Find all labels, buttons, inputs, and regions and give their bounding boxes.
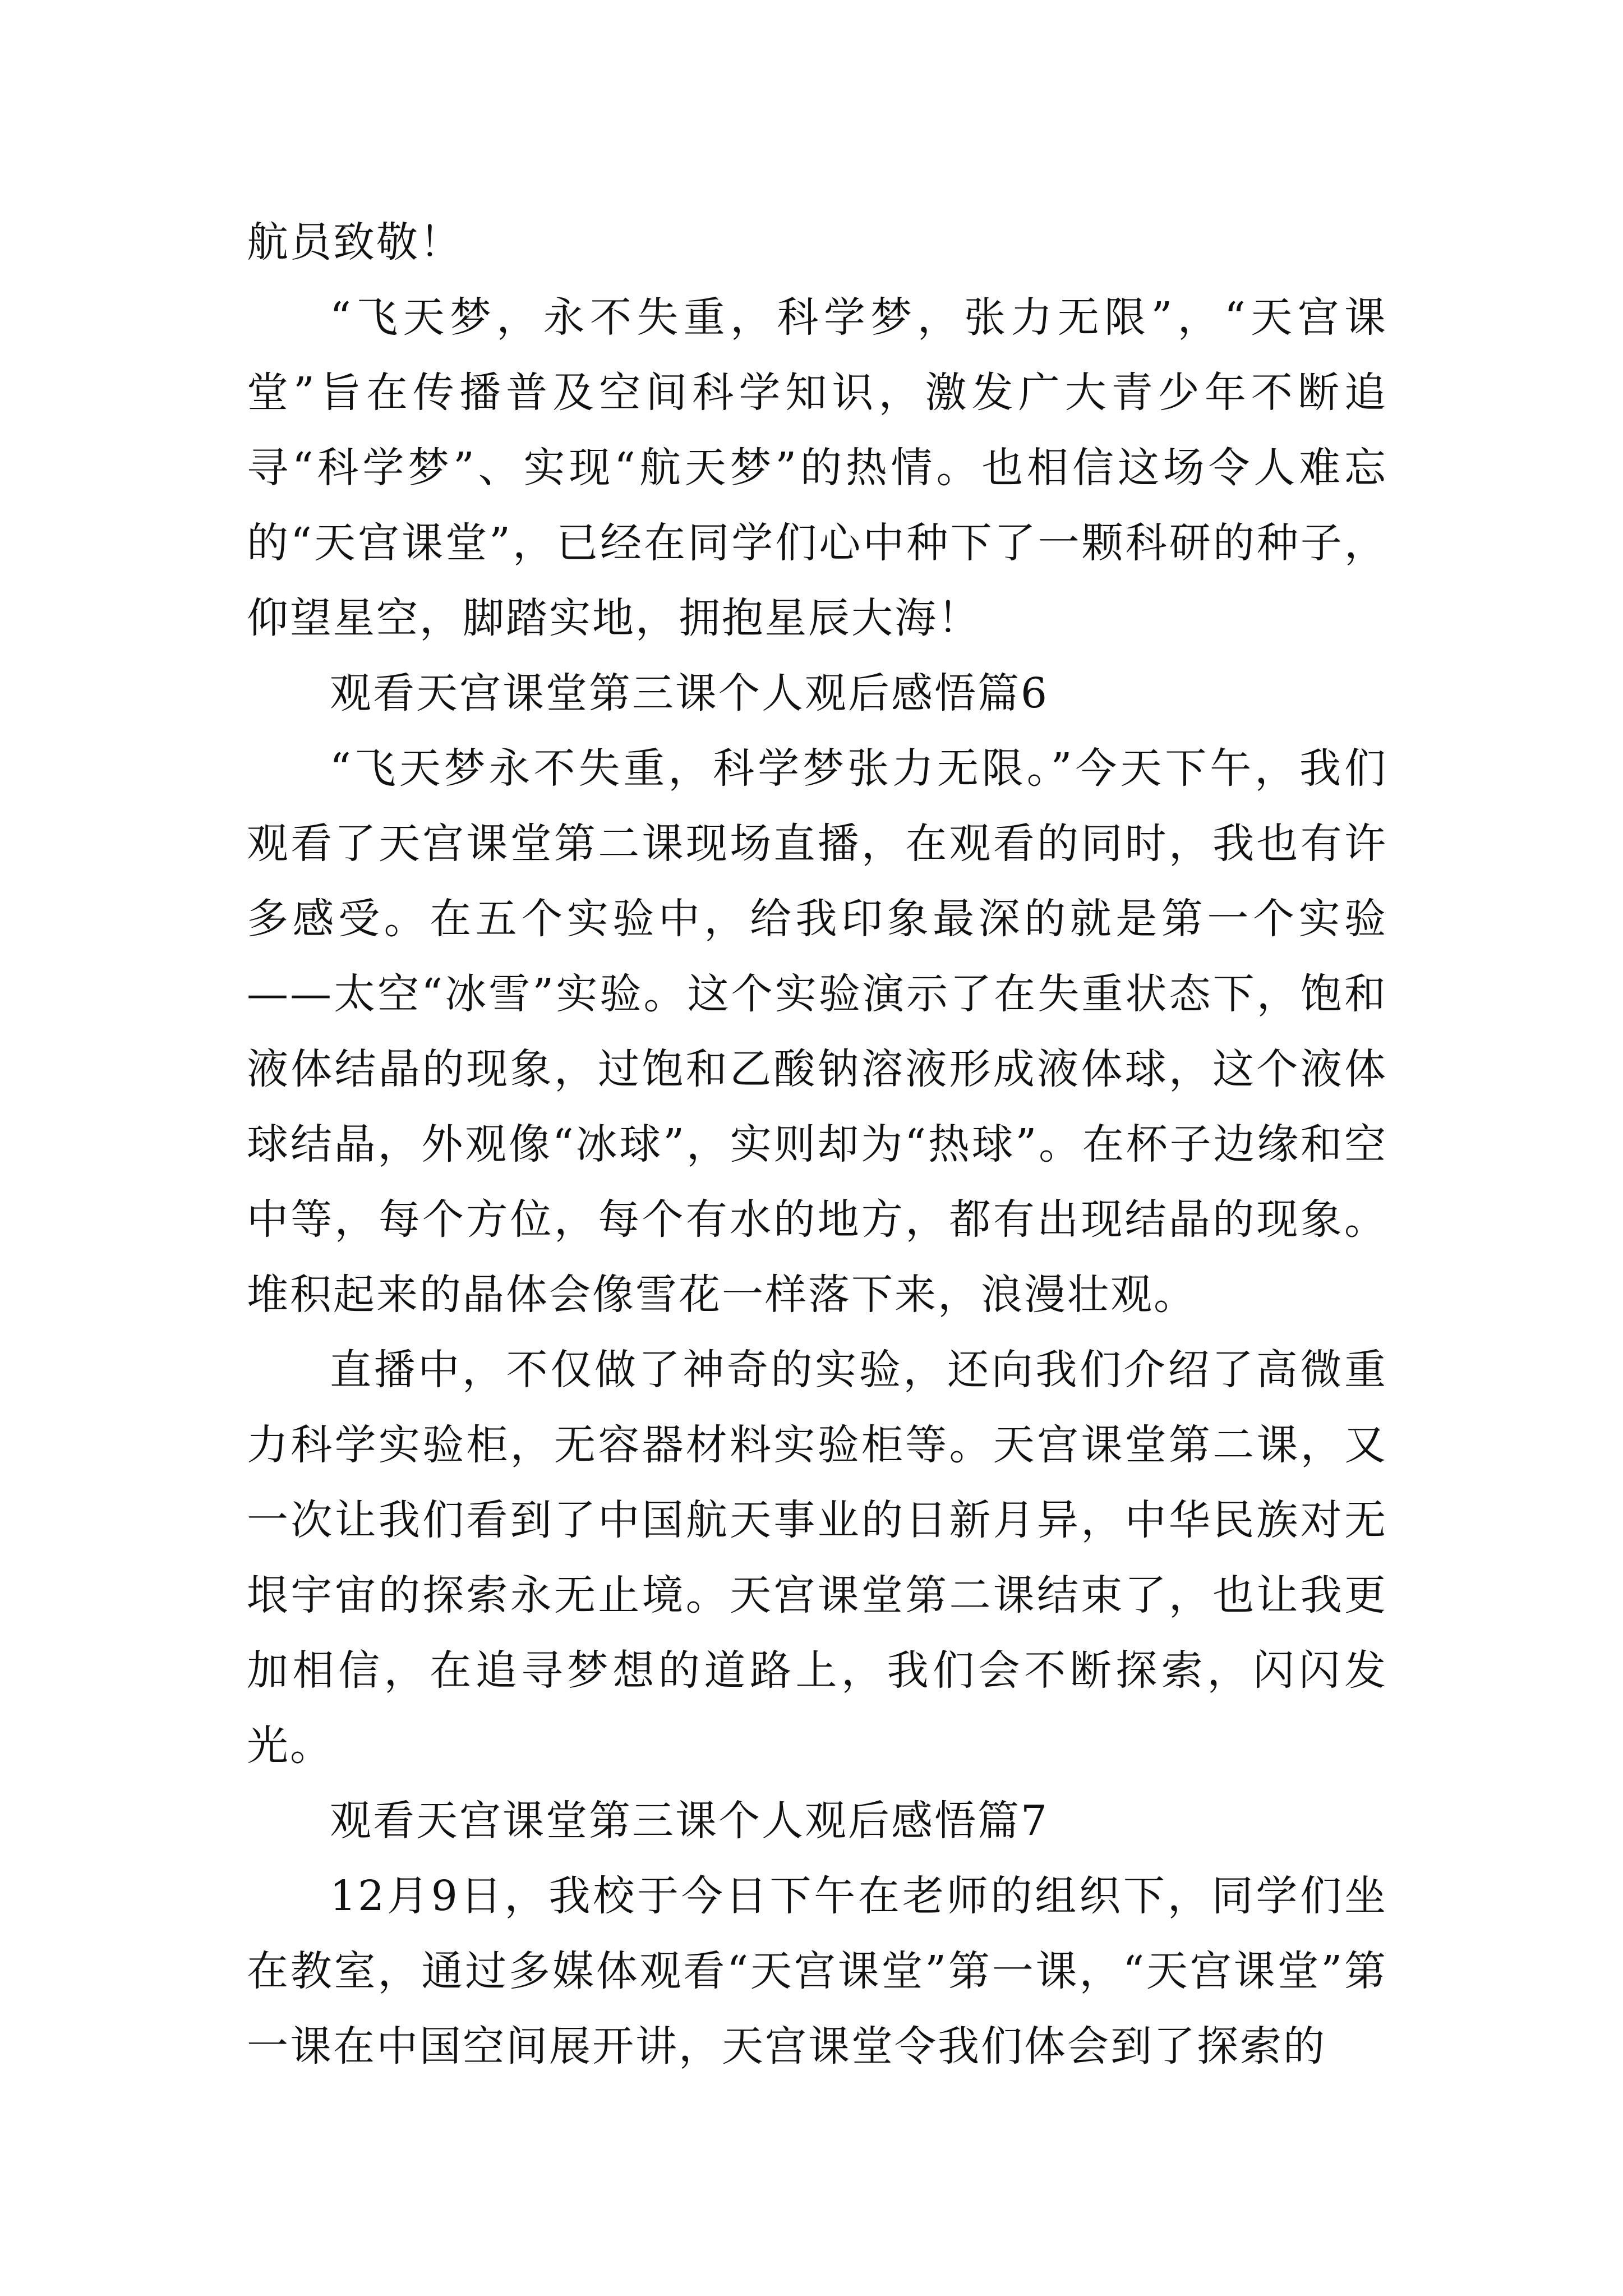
document-body xyxy=(247,205,1387,2084)
section-heading-6: 观看天宫课堂第三课个人观后感悟篇6 xyxy=(330,669,1049,717)
paragraph-flying-dream: “飞天梦，永不失重，科学梦，张力无限”，“天宫课堂”旨在传播普及空间科学知识，激发广大青少年不断追寻“科学梦”、实现“航天梦”的热情。也相信这场令人难忘的“天宫课堂”，已经在同学们心中种下了一颗科研的种子，仰望星空，脚踏实地，拥抱星辰大海！ xyxy=(247,293,1387,642)
paragraph-december-9: 12月9日，我校于今日下午在老师的组织下，同学们坐在教室，通过多媒体观看“天宫课堂”第一课，“天宫课堂”第一课在中国空间展开讲，天宫课堂令我们体会到了探索的 xyxy=(247,1872,1387,2070)
paragraph-ice-experiment: “飞天梦永不失重，科学梦张力无限。”今天下午，我们观看了天宫课堂第二课现场直播，在观看的同时，我也有许多感受。在五个实验中，给我印象最深的就是第一个实验——太空“冰雪”实验。这个实验演示了在失重状态下，饱和液体结晶的现象，过饱和乙酸钠溶液形成液体球，这个液体球结晶，外观像“冰球”，实则却为“热球”。在杯子边缘和空中等，每个方位，每个有水的地方，都有出现结晶的现象。堆积起来的晶体会像雪花一样落下来，浪漫壮观。 xyxy=(247,744,1387,1319)
paragraph-live-broadcast: 直播中，不仅做了神奇的实验，还向我们介绍了高微重力科学实验柜，无容器材料实验柜等。天宫课堂第二课，又一次让我们看到了中国航天事业的日新月异，中华民族对无垠宇宙的探索永无止境。天宫课堂第二课结束了，也让我更加相信，在追寻梦想的道路上，我们会不断探索，闪闪发光。 xyxy=(247,1346,1387,1770)
paragraph-continuation: 航员致敬！ xyxy=(247,218,463,266)
section-heading-7: 观看天宫课堂第三课个人观后感悟篇7 xyxy=(330,1797,1049,1845)
